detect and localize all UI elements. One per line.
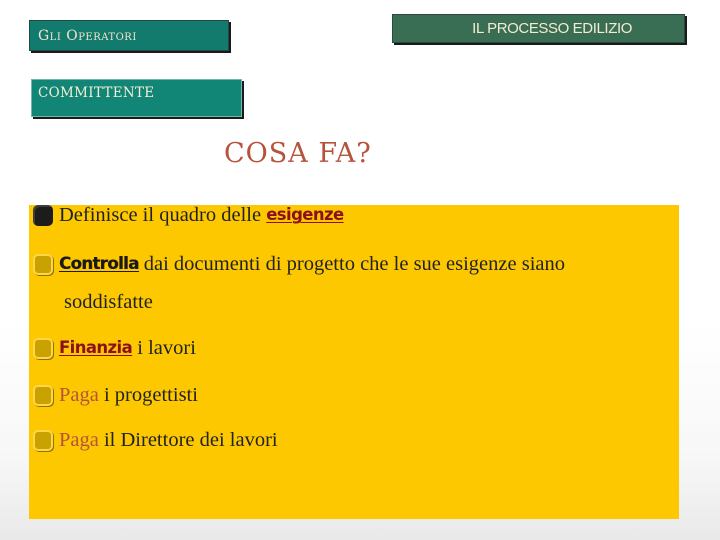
committente-label-text: COMMITTENTE — [38, 85, 155, 101]
checkbox-bullet-icon — [33, 430, 53, 451]
bullet-continuation: soddisfatte — [64, 291, 153, 313]
content-panel — [29, 205, 679, 519]
bullet-keyword: Finanzia — [59, 338, 133, 358]
bullet-text: dai documenti di progetto che le sue esigenze siano — [138, 253, 565, 276]
bullet-item-esigenze — [33, 205, 344, 226]
bullet-text: i progettisti — [98, 384, 198, 407]
bullet-item-paga-progettisti — [33, 385, 198, 406]
bullet-keyword: Paga — [59, 429, 99, 452]
processo-edilizio-label — [392, 14, 685, 43]
checkbox-bullet-icon — [33, 254, 53, 275]
bullet-keyword: Paga — [59, 384, 99, 407]
question-heading: COSA FA? — [224, 138, 372, 169]
operatori-label-text: Gli Operatori — [38, 27, 137, 44]
bullet-keyword: Controlla — [59, 254, 139, 274]
checkbox-bullet-icon — [33, 338, 53, 359]
bullet-keyword: esigenze — [266, 205, 344, 225]
operatori-label — [29, 20, 229, 51]
bullet-item-finanzia — [33, 338, 196, 359]
processo-edilizio-label-text: IL PROCESSO EDILIZIO — [472, 20, 632, 37]
bullet-text: Definisce il quadro delle — [59, 204, 267, 227]
committente-label — [31, 79, 242, 117]
bullet-item-paga-direttore — [33, 430, 278, 451]
bullet-text: il Direttore dei lavori — [98, 429, 278, 452]
bullet-text: i lavori — [132, 337, 196, 360]
checkbox-bullet-icon — [33, 385, 53, 406]
checkbox-bullet-icon — [33, 205, 53, 226]
bullet-item-controlla — [33, 254, 565, 275]
